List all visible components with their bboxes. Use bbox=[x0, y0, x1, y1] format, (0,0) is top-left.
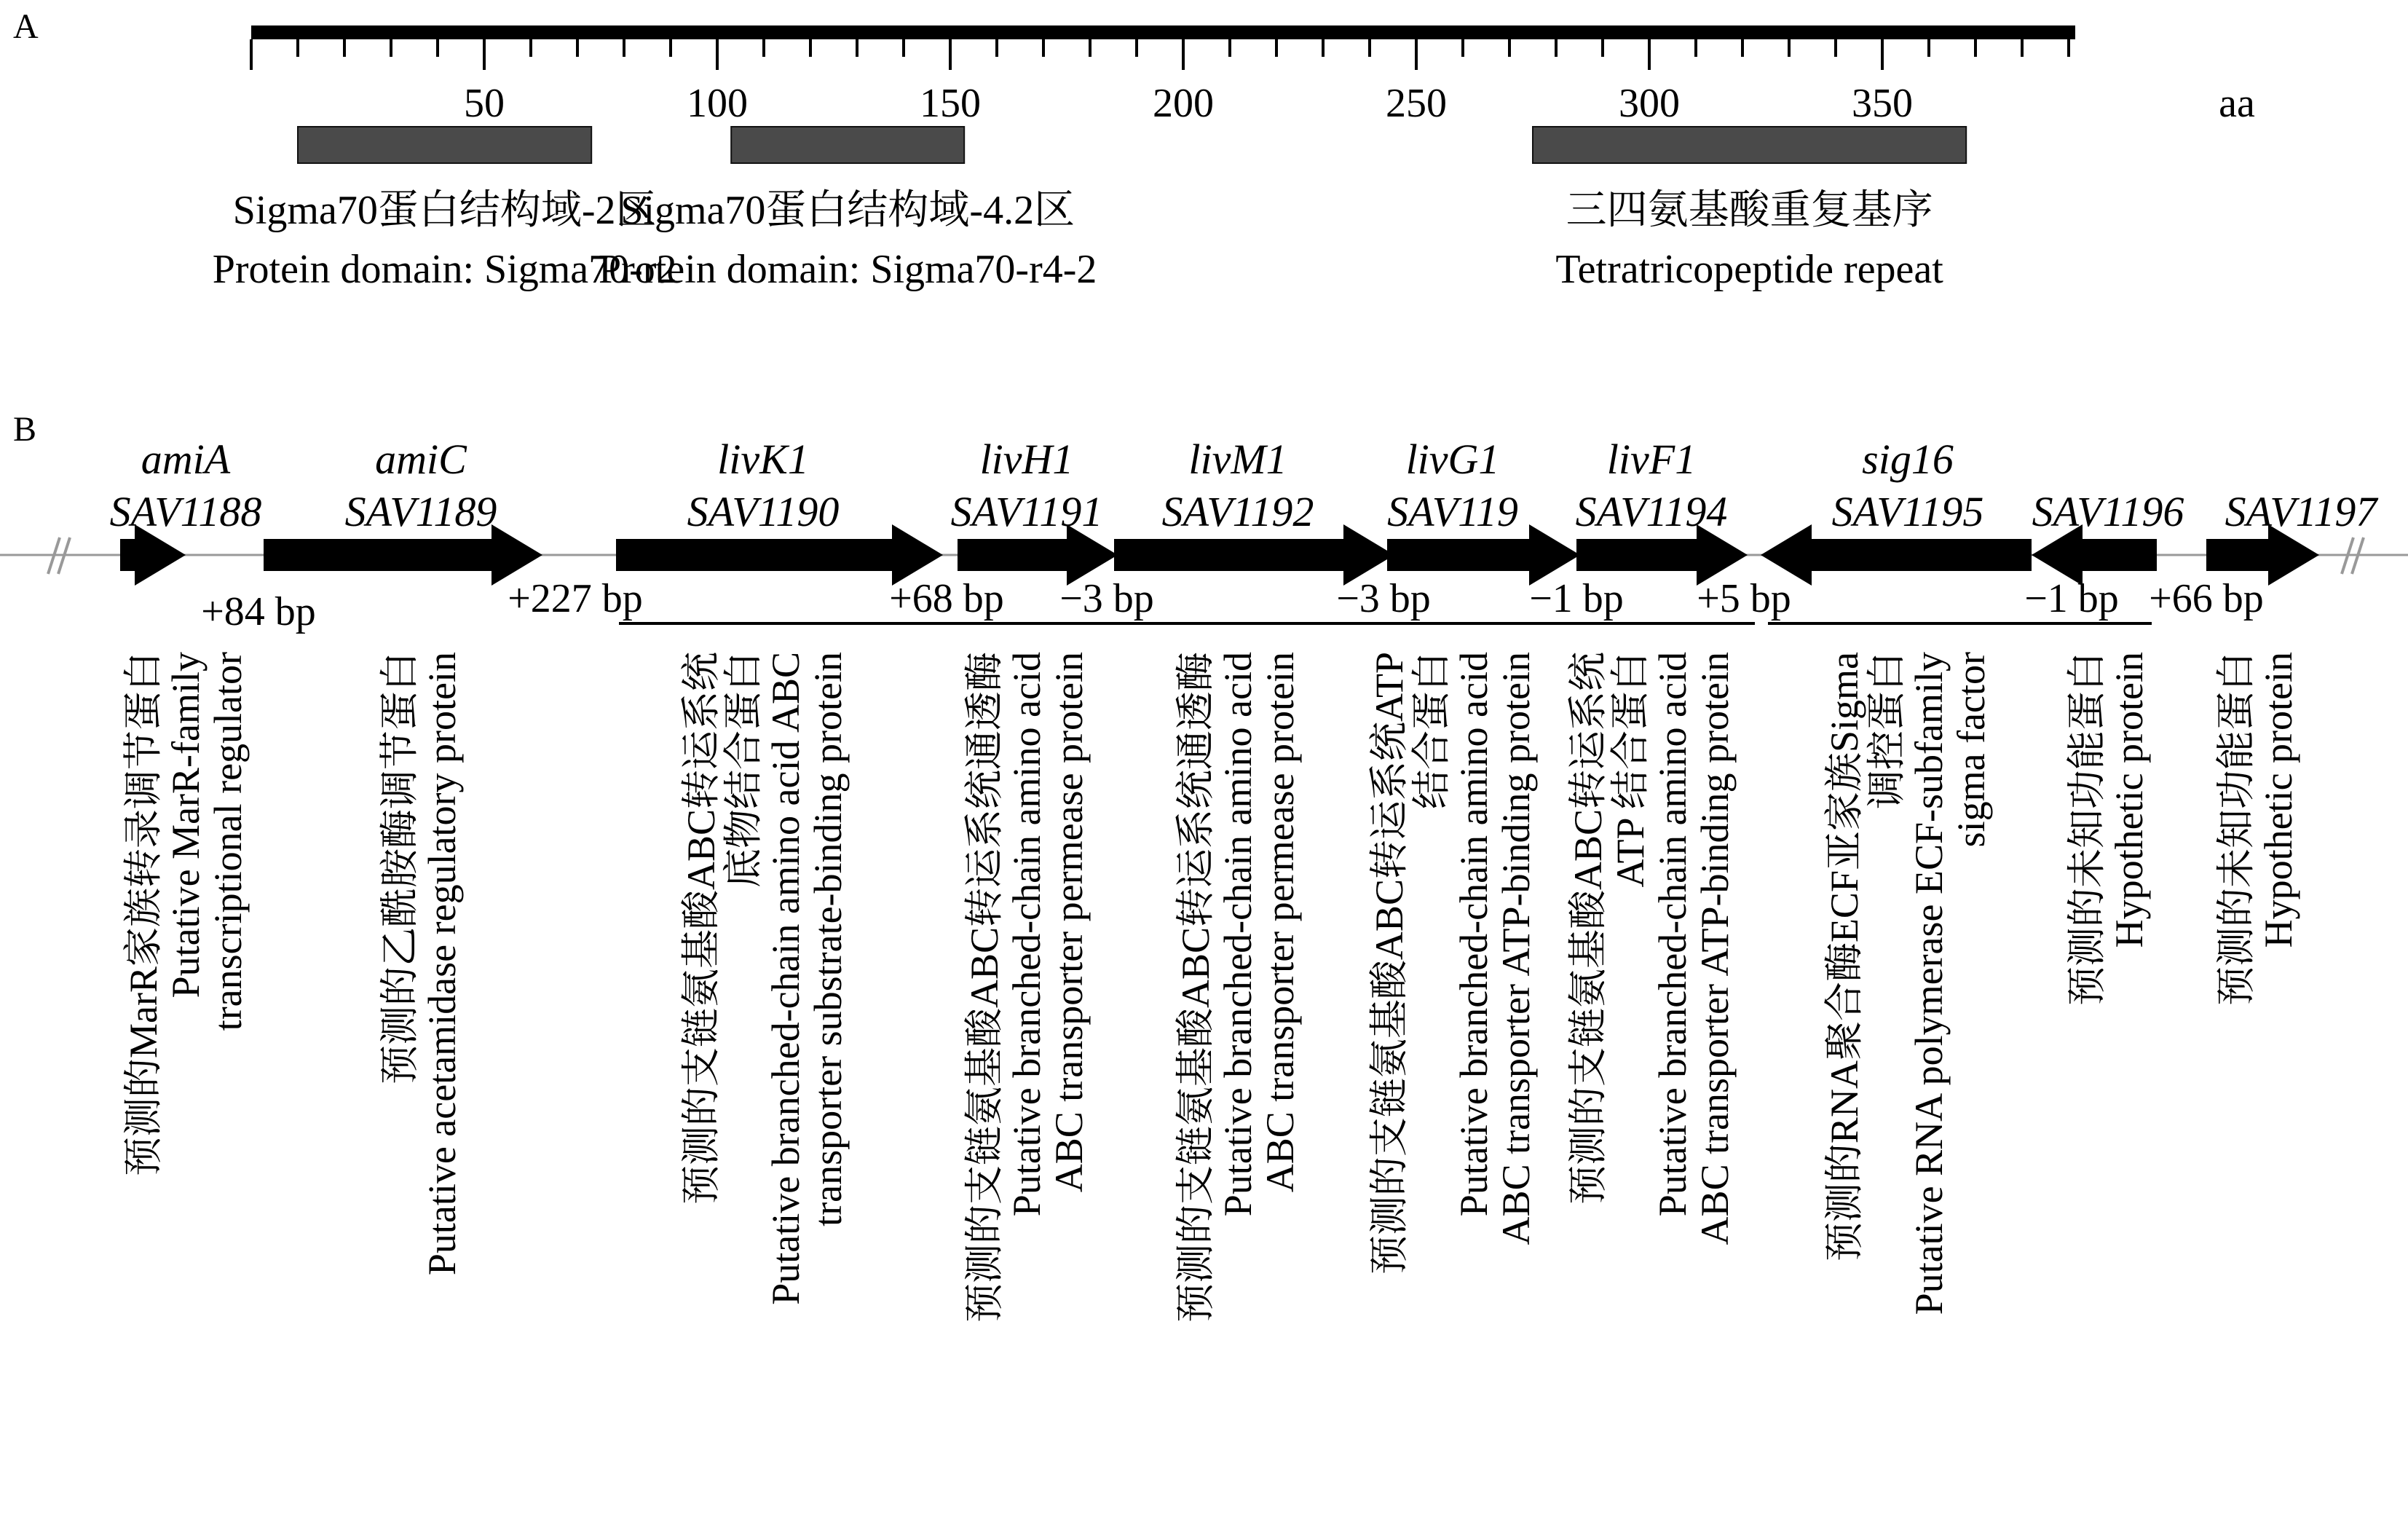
intergenic-gaps bbox=[201, 576, 2264, 634]
gene-id: SAV119 bbox=[1387, 488, 1518, 535]
intergenic-gap-label: +227 bp bbox=[508, 576, 643, 621]
gene-id: SAV1194 bbox=[1575, 488, 1728, 535]
gene-cluster bbox=[0, 436, 2408, 1323]
domain-label-zh: Sigma70蛋白结构域-2区 bbox=[232, 188, 657, 233]
gene-id: SAV1197 bbox=[2225, 488, 2377, 535]
gene-description-line: 底物结合蛋白 bbox=[722, 652, 765, 888]
gene-id: SAV1196 bbox=[2032, 488, 2184, 535]
scale-tick-label: 50 bbox=[464, 81, 505, 126]
scale-tick-label: 150 bbox=[920, 81, 981, 126]
gene-description-line: sigma factor bbox=[1949, 652, 1993, 848]
intergenic-gap-label: −1 bp bbox=[2024, 576, 2119, 621]
panel-b-label: B bbox=[13, 410, 37, 449]
gene-description-line: ABC transporter permease protein bbox=[1047, 652, 1091, 1193]
gene-name: livM1 bbox=[1188, 436, 1287, 483]
intergenic-gap-label: +68 bp bbox=[889, 576, 1004, 621]
gene-description-line: Putative branched-chain amino acid bbox=[1452, 652, 1496, 1217]
scale-tick-label: 100 bbox=[687, 81, 748, 126]
gene-id: SAV1190 bbox=[687, 488, 840, 535]
domain-label-en: Protein domain: Sigma70-r2 bbox=[212, 247, 677, 292]
scale-tick-label: 250 bbox=[1386, 81, 1447, 126]
protein-scale bbox=[251, 25, 2255, 126]
gene-name: livF1 bbox=[1606, 436, 1697, 483]
gene-description-line: 预测的RNA聚合酶ECF亚家族Sigma bbox=[1823, 652, 1866, 1262]
gene-description-line: ABC transporter ATP-binding protein bbox=[1693, 652, 1737, 1245]
gene-name: livK1 bbox=[717, 436, 809, 483]
intergenic-gap-label: +66 bp bbox=[2149, 576, 2264, 621]
intergenic-gap-label: −1 bp bbox=[1529, 576, 1624, 621]
scale-tick-label: 350 bbox=[1852, 81, 1913, 126]
scale-bar bbox=[251, 25, 2075, 39]
gene-description-line: Putative branched-chain amino acid bbox=[1651, 652, 1694, 1217]
gene-description-line: Hypothetic protein bbox=[2257, 652, 2300, 948]
gene-description-line: 预测的MarR家族转录调节蛋白 bbox=[122, 652, 165, 1176]
gene-description-line: 预测的支链氨基酸ABC转运系统通透酶 bbox=[1174, 652, 1217, 1323]
intergenic-gap-label: −3 bp bbox=[1336, 576, 1431, 621]
gene-description-line: 预测的支链氨基酸ABC转运系统 bbox=[679, 652, 723, 1205]
gene-description-line: 预测的未知功能蛋白 bbox=[2065, 652, 2109, 1006]
gene-labels bbox=[110, 436, 2379, 535]
gene-id: SAV1188 bbox=[109, 488, 262, 535]
scale-ticks bbox=[251, 39, 2069, 70]
scale-tick-label: 200 bbox=[1153, 81, 1214, 126]
gene-description-line: Putative branched-chain amino acid bbox=[1216, 652, 1260, 1217]
domain-label-en: Protein domain: Sigma70-r4-2 bbox=[599, 247, 1097, 292]
gene-description-line: 调控蛋白 bbox=[1865, 652, 1908, 809]
gene-name: sig16 bbox=[1862, 436, 1954, 483]
intergenic-gap-label: −3 bp bbox=[1059, 576, 1154, 621]
gene-description-line: ATP 结合蛋白 bbox=[1608, 652, 1652, 888]
domain-label-en: Tetratricopeptide repeat bbox=[1555, 247, 1943, 292]
gene-description-line: Putative RNA polymerase ECF-subfamily bbox=[1907, 652, 1951, 1315]
gene-description-line: 结合蛋白 bbox=[1410, 652, 1453, 809]
gene-name: livG1 bbox=[1405, 436, 1500, 483]
domain-box bbox=[731, 127, 964, 163]
domain-box bbox=[298, 127, 591, 163]
domain-label-zh: 三四氨基酸重复基序 bbox=[1566, 188, 1933, 233]
gene-description-line: transporter substrate-binding protein bbox=[806, 652, 850, 1226]
gene-description-line: Putative branched-chain amino acid bbox=[1005, 652, 1049, 1217]
gene-description-line: 预测的未知功能蛋白 bbox=[2214, 652, 2258, 1006]
gene-descriptions bbox=[122, 652, 2300, 1323]
gene-description-line: Putative branched-chain amino acid ABC bbox=[764, 652, 808, 1305]
gene-description-line: ABC transporter ATP-binding protein bbox=[1494, 652, 1538, 1245]
gene-description-line: 预测的支链氨基酸ABC转运系统通透酶 bbox=[963, 652, 1006, 1323]
gene-description-line: ABC transporter permease protein bbox=[1258, 652, 1302, 1193]
gene-name: livH1 bbox=[979, 436, 1074, 483]
intergenic-gap-label: +5 bp bbox=[1697, 576, 1791, 621]
gene-id: SAV1189 bbox=[344, 488, 497, 535]
gene-description-line: Hypothetic protein bbox=[2107, 652, 2151, 948]
gene-description-line: transcriptional regulator bbox=[206, 652, 250, 1031]
gene-description-line: Putative MarR-family bbox=[164, 652, 208, 999]
scale-unit-label: aa bbox=[2219, 81, 2255, 126]
gene-id: SAV1191 bbox=[950, 488, 1103, 535]
scale-labels bbox=[464, 81, 1913, 126]
gene-name: amiC bbox=[375, 436, 467, 483]
gene-description-line: 预测的支链氨基酸ABC转运系统ATP bbox=[1367, 652, 1411, 1275]
gene-id: SAV1195 bbox=[1831, 488, 1984, 535]
gene-description-line: Putative acetamidase regulatory protein bbox=[420, 652, 464, 1276]
domain-label-zh: Sigma70蛋白结构域-4.2区 bbox=[620, 188, 1075, 233]
gene-id: SAV1192 bbox=[1161, 488, 1314, 535]
intergenic-gap-label: +84 bp bbox=[201, 589, 316, 634]
domain-box bbox=[1533, 127, 1966, 163]
gene-description-line: 预测的支链氨基酸ABC转运系统 bbox=[1566, 652, 1610, 1205]
protein-domains bbox=[213, 127, 1966, 292]
scale-tick-label: 300 bbox=[1619, 81, 1680, 126]
panel-a-label: A bbox=[13, 7, 39, 46]
gene-name: amiA bbox=[141, 436, 231, 483]
gene-description-line: 预测的乙酰胺酶调节蛋白 bbox=[378, 652, 422, 1084]
